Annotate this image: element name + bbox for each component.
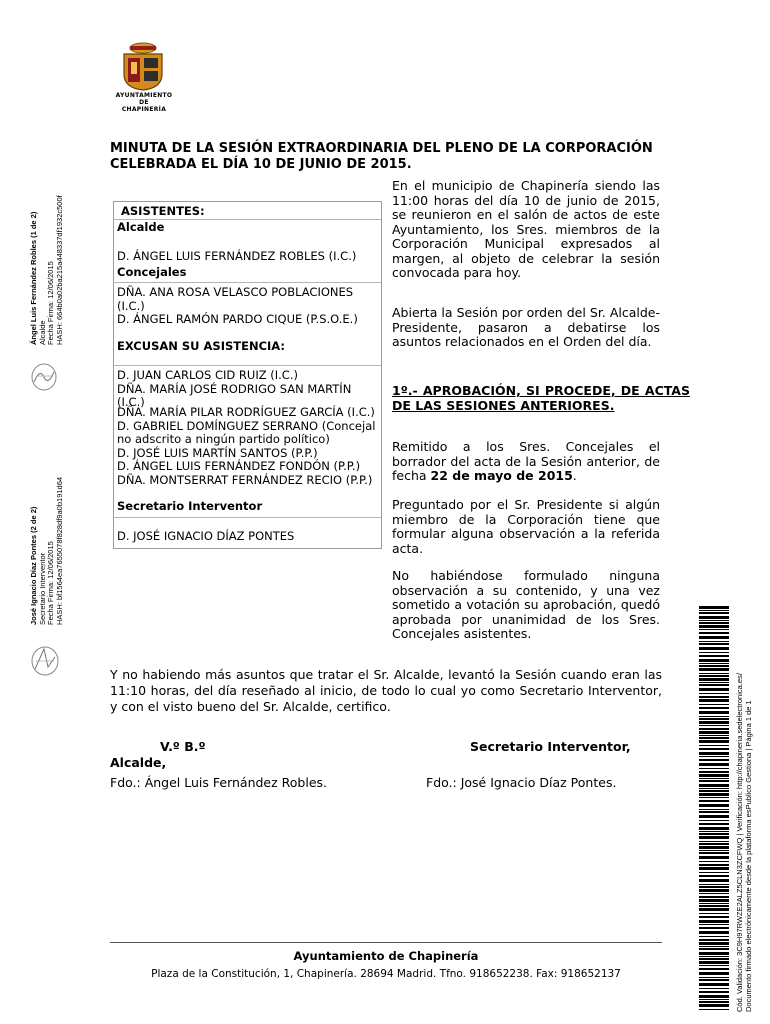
secretario-signed-by: Fdo.: José Ignacio Díaz Pontes. [426, 775, 617, 790]
validation-code: Cód. Validación: 3C9H97RWZE2ALZ5CLN3ZCFWQ | Verificación: http://chapineria.sedelectronica.es/ [735, 673, 744, 1012]
signer-name: Ángel Luis Fernández Robles (1 de 2) [29, 211, 38, 345]
municipal-crest-logo [118, 42, 168, 92]
box-divider [113, 282, 381, 283]
closing-paragraph: Y no habiendo más asuntos que tratar el Sr. Alcalde, levantó la Sesión cuando eran las 11:10 horas, del día reseñado al inicio, de todo lo cual yo como Secretario Interventor, y con el visto bueno del Sr. Alcalde, certifico. [110, 667, 662, 714]
visto-bueno-label: V.º B.º [160, 739, 206, 754]
signature-stamp-icon [30, 362, 58, 395]
remitido-end: . [572, 468, 577, 483]
signer-role: Secretario Interventor [37, 552, 47, 625]
signer-name: José Ignacio Díaz Pontes (2 de 2) [29, 506, 38, 625]
validation-legend [735, 673, 753, 1012]
signature-stamp-icon [30, 645, 60, 680]
footer-title: Ayuntamiento de Chapinería [293, 949, 479, 963]
paragraph-remitido [392, 440, 660, 484]
signer-role: Alcalde [37, 320, 47, 345]
excusan-list-1: D. JUAN CARLOS CID RUIZ (I.C.) DÑA. MARÍA JOSÉ RODRIGO SAN MARTÍN (I.C.) [117, 368, 352, 409]
alcalde-signature-label: Alcalde, [110, 755, 167, 770]
box-divider [113, 365, 381, 366]
crest-caption-line: CHAPINERÍA [121, 106, 167, 113]
remitido-text: Remitido a los Sres. Concejales el borrador del acta de la Sesión anterior, de fecha [392, 439, 660, 483]
alcalde-signed-by: Fdo.: Ángel Luis Fernández Robles. [110, 775, 328, 790]
excusan-list-2: DÑA. MARÍA PILAR RODRÍGUEZ GARCÍA (I.C.) D. GABRIEL DOMÍNGUEZ SERRANO (Concejal no adscrito a ningún partido político) D. JOSÉ LUIS MARTÍN SANTOS (P.P.) D. ÁNGEL LUIS FERNÁNDEZ FONDÓN (P.P.) DÑA. MONTSERRAT FERNÁNDEZ RECIO (P.P.) [117, 405, 376, 487]
paragraph-opening: En el municipio de Chapinería siendo las 11:00 horas del día 10 de junio de 2015, se reunieron en el salón de actos de este Ayuntamiento, los Sres. miembros de la Corporación Municipal expresados al margen, al objeto de celebrar la sesión convocada para hoy. [392, 178, 660, 280]
signature-block-alcalde [30, 195, 64, 345]
footer-address: Plaza de la Constitución, 1, Chapinería. 28694 Madrid. Tfno. 918652238. Fax: 918652137 [151, 968, 621, 980]
signature-hash: HASH: bf1564ea7655078f828df9a0b191d64 [54, 476, 64, 625]
paragraph-session-open: Abierta la Sesión por orden del Sr. Alcalde-Presidente, pasaron a debatirse los asuntos relacionados en el Orden del día. [392, 305, 660, 349]
secretario-signature-label: Secretario Interventor, [470, 739, 631, 754]
alcalde-name: D. ÁNGEL LUIS FERNÁNDEZ ROBLES (I.C.) [117, 249, 357, 263]
signature-hash: HASH: 664b0a02ba215a448337df1932c500f [54, 195, 64, 345]
box-divider [113, 517, 381, 518]
secretario-name: D. JOSÉ IGNACIO DÍAZ PONTES [117, 529, 295, 543]
concejales-list: DÑA. ANA ROSA VELASCO POBLACIONES (I.C.) D. ÁNGEL RAMÓN PARDO CIQUE (P.S.O.E.) [117, 285, 358, 326]
attendees-heading: ASISTENTES: [121, 204, 205, 218]
alcalde-label: Alcalde [117, 220, 165, 234]
agenda-item-heading: 1º.- APROBACIÓN, SI PROCEDE, DE ACTAS DE LAS SESIONES ANTERIORES. [392, 383, 690, 413]
document-title: MINUTA DE LA SESIÓN EXTRAORDINARIA DEL PLENO DE LA CORPORACIÓN CELEBRADA EL DÍA 10 DE JUNIO DE 2015. [110, 141, 653, 172]
previous-session-date: 22 de mayo de 2015 [430, 468, 573, 483]
secretario-label: Secretario Interventor [117, 499, 263, 513]
crest-caption-line: AYUNTAMIENTO [115, 92, 173, 99]
crest-caption [104, 92, 184, 113]
crest-caption-line: DE [139, 99, 149, 106]
paragraph-preguntado: Preguntado por el Sr. Presidente si algún miembro de la Corporación tiene que formular alguna observación a la referida acta. [392, 497, 660, 556]
signature-date: Fecha Firma: 12/06/2015 [46, 261, 55, 345]
paragraph-approval: No habiéndose formulado ninguna observación a su contenido, y una vez sometido a votación su aprobación, quedó aprobada por unanimidad de los Sres. Concejales asistentes. [392, 568, 660, 641]
excusan-label: EXCUSAN SU ASISTENCIA: [117, 339, 286, 353]
signature-date: Fecha Firma: 12/06/2015 [46, 541, 55, 625]
validation-barcode [699, 606, 729, 1010]
footer-divider [110, 942, 662, 943]
signature-block-secretario [30, 477, 64, 625]
validation-platform: Documento firmado electrónicamente desde la plataforma esPublico Gestiona | Página 1 de 1 [744, 700, 753, 1012]
concejales-label: Concejales [117, 265, 187, 279]
